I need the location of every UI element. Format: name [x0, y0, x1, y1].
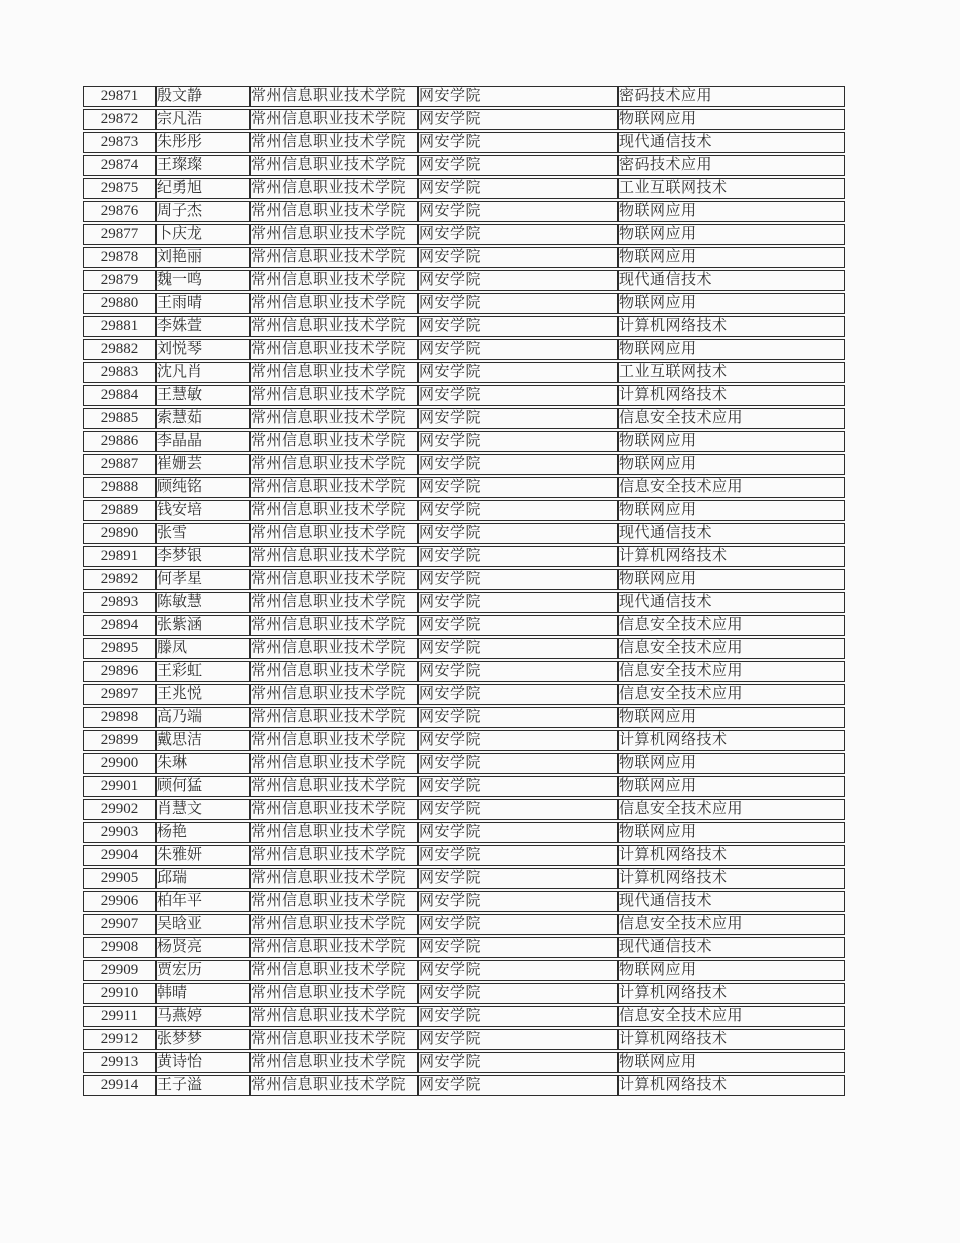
cell-major: 现代通信技术 [618, 270, 845, 291]
table-row [83, 477, 845, 498]
cell-major: 物联网应用 [618, 500, 845, 521]
cell-school: 常州信息职业技术学院 [250, 592, 418, 613]
cell-college: 网安学院 [418, 983, 618, 1004]
cell-name: 张紫涵 [156, 615, 250, 636]
cell-college: 网安学院 [418, 592, 618, 613]
cell-school: 常州信息职业技术学院 [250, 477, 418, 498]
cell-school: 常州信息职业技术学院 [250, 799, 418, 820]
cell-school: 常州信息职业技术学院 [250, 845, 418, 866]
table-row [83, 201, 845, 222]
cell-school: 常州信息职业技术学院 [250, 178, 418, 199]
cell-major: 物联网应用 [618, 201, 845, 222]
cell-major: 物联网应用 [618, 707, 845, 728]
cell-major: 密码技术应用 [618, 155, 845, 176]
cell-id: 29908 [83, 937, 156, 958]
cell-major: 信息安全技术应用 [618, 914, 845, 935]
cell-school: 常州信息职业技术学院 [250, 408, 418, 429]
table-row [83, 500, 845, 521]
cell-major: 信息安全技术应用 [618, 1006, 845, 1027]
cell-college: 网安学院 [418, 546, 618, 567]
cell-college: 网安学院 [418, 684, 618, 705]
cell-name: 朱琳 [156, 753, 250, 774]
cell-name: 柏年平 [156, 891, 250, 912]
cell-major: 物联网应用 [618, 454, 845, 475]
table-row [83, 86, 845, 107]
table-row [83, 845, 845, 866]
cell-major: 信息安全技术应用 [618, 799, 845, 820]
cell-id: 29913 [83, 1052, 156, 1073]
cell-major: 物联网应用 [618, 431, 845, 452]
cell-college: 网安学院 [418, 868, 618, 889]
cell-name: 宗凡浩 [156, 109, 250, 130]
cell-major: 现代通信技术 [618, 592, 845, 613]
cell-college: 网安学院 [418, 362, 618, 383]
cell-major: 现代通信技术 [618, 523, 845, 544]
cell-name: 王慧敏 [156, 385, 250, 406]
table-row [83, 799, 845, 820]
table-row [83, 339, 845, 360]
cell-id: 29906 [83, 891, 156, 912]
cell-major: 信息安全技术应用 [618, 615, 845, 636]
cell-major: 计算机网络技术 [618, 1075, 845, 1096]
cell-school: 常州信息职业技术学院 [250, 638, 418, 659]
cell-name: 刘艳丽 [156, 247, 250, 268]
cell-school: 常州信息职业技术学院 [250, 500, 418, 521]
cell-id: 29901 [83, 776, 156, 797]
cell-school: 常州信息职业技术学院 [250, 684, 418, 705]
cell-school: 常州信息职业技术学院 [250, 454, 418, 475]
cell-id: 29880 [83, 293, 156, 314]
cell-major: 计算机网络技术 [618, 316, 845, 337]
cell-name: 马燕婷 [156, 1006, 250, 1027]
cell-school: 常州信息职业技术学院 [250, 937, 418, 958]
cell-major: 计算机网络技术 [618, 1029, 845, 1050]
cell-major: 物联网应用 [618, 339, 845, 360]
table-row [83, 523, 845, 544]
cell-major: 信息安全技术应用 [618, 661, 845, 682]
cell-college: 网安学院 [418, 615, 618, 636]
cell-name: 顾何猛 [156, 776, 250, 797]
cell-id: 29891 [83, 546, 156, 567]
cell-name: 杨贤亮 [156, 937, 250, 958]
cell-name: 钱安培 [156, 500, 250, 521]
cell-college: 网安学院 [418, 477, 618, 498]
cell-college: 网安学院 [418, 500, 618, 521]
cell-college: 网安学院 [418, 431, 618, 452]
cell-school: 常州信息职业技术学院 [250, 868, 418, 889]
cell-school: 常州信息职业技术学院 [250, 132, 418, 153]
cell-id: 29894 [83, 615, 156, 636]
cell-id: 29871 [83, 86, 156, 107]
student-table [83, 84, 845, 1098]
table-row [83, 1006, 845, 1027]
cell-id: 29890 [83, 523, 156, 544]
cell-major: 物联网应用 [618, 776, 845, 797]
cell-major: 物联网应用 [618, 247, 845, 268]
cell-id: 29887 [83, 454, 156, 475]
cell-id: 29882 [83, 339, 156, 360]
cell-major: 信息安全技术应用 [618, 408, 845, 429]
cell-id: 29910 [83, 983, 156, 1004]
cell-major: 信息安全技术应用 [618, 684, 845, 705]
cell-school: 常州信息职业技术学院 [250, 431, 418, 452]
cell-school: 常州信息职业技术学院 [250, 523, 418, 544]
cell-name: 王子溢 [156, 1075, 250, 1096]
table-row [83, 891, 845, 912]
table-row [83, 1052, 845, 1073]
cell-name: 张梦梦 [156, 1029, 250, 1050]
table-row [83, 270, 845, 291]
table-row [83, 109, 845, 130]
cell-school: 常州信息职业技术学院 [250, 362, 418, 383]
table-row [83, 178, 845, 199]
cell-college: 网安学院 [418, 960, 618, 981]
cell-college: 网安学院 [418, 661, 618, 682]
cell-school: 常州信息职业技术学院 [250, 661, 418, 682]
table-row [83, 868, 845, 889]
cell-major: 计算机网络技术 [618, 385, 845, 406]
cell-school: 常州信息职业技术学院 [250, 1052, 418, 1073]
table-row [83, 661, 845, 682]
cell-college: 网安学院 [418, 270, 618, 291]
cell-school: 常州信息职业技术学院 [250, 247, 418, 268]
cell-college: 网安学院 [418, 523, 618, 544]
cell-id: 29896 [83, 661, 156, 682]
cell-major: 密码技术应用 [618, 86, 845, 107]
cell-school: 常州信息职业技术学院 [250, 1006, 418, 1027]
cell-id: 29900 [83, 753, 156, 774]
cell-school: 常州信息职业技术学院 [250, 891, 418, 912]
cell-college: 网安学院 [418, 937, 618, 958]
table-row [83, 155, 845, 176]
cell-college: 网安学院 [418, 178, 618, 199]
table-row [83, 1075, 845, 1096]
cell-college: 网安学院 [418, 385, 618, 406]
table-row [83, 638, 845, 659]
cell-school: 常州信息职业技术学院 [250, 569, 418, 590]
cell-id: 29873 [83, 132, 156, 153]
table-row [83, 385, 845, 406]
cell-college: 网安学院 [418, 638, 618, 659]
cell-school: 常州信息职业技术学院 [250, 86, 418, 107]
cell-school: 常州信息职业技术学院 [250, 1075, 418, 1096]
cell-name: 王雨晴 [156, 293, 250, 314]
cell-name: 肖慧文 [156, 799, 250, 820]
table-row [83, 1029, 845, 1050]
cell-college: 网安学院 [418, 776, 618, 797]
cell-college: 网安学院 [418, 799, 618, 820]
cell-college: 网安学院 [418, 891, 618, 912]
cell-id: 29879 [83, 270, 156, 291]
cell-id: 29911 [83, 1006, 156, 1027]
cell-name: 戴思洁 [156, 730, 250, 751]
cell-school: 常州信息职业技术学院 [250, 822, 418, 843]
cell-major: 计算机网络技术 [618, 868, 845, 889]
cell-name: 刘悦琴 [156, 339, 250, 360]
table-row [83, 776, 845, 797]
cell-id: 29914 [83, 1075, 156, 1096]
cell-major: 物联网应用 [618, 960, 845, 981]
cell-school: 常州信息职业技术学院 [250, 339, 418, 360]
table-row [83, 937, 845, 958]
cell-school: 常州信息职业技术学院 [250, 224, 418, 245]
cell-id: 29883 [83, 362, 156, 383]
table-row [83, 569, 845, 590]
cell-id: 29907 [83, 914, 156, 935]
cell-major: 工业互联网技术 [618, 362, 845, 383]
cell-id: 29905 [83, 868, 156, 889]
cell-major: 现代通信技术 [618, 937, 845, 958]
cell-college: 网安学院 [418, 707, 618, 728]
cell-college: 网安学院 [418, 1006, 618, 1027]
cell-college: 网安学院 [418, 753, 618, 774]
table-row [83, 592, 845, 613]
cell-name: 吴晗亚 [156, 914, 250, 935]
cell-major: 计算机网络技术 [618, 845, 845, 866]
cell-college: 网安学院 [418, 224, 618, 245]
cell-major: 计算机网络技术 [618, 730, 845, 751]
cell-name: 王彩虹 [156, 661, 250, 682]
table-row [83, 753, 845, 774]
table-row [83, 431, 845, 452]
cell-major: 物联网应用 [618, 224, 845, 245]
cell-major: 物联网应用 [618, 822, 845, 843]
cell-name: 顾纯铭 [156, 477, 250, 498]
cell-id: 29886 [83, 431, 156, 452]
cell-id: 29876 [83, 201, 156, 222]
table-row [83, 546, 845, 567]
cell-college: 网安学院 [418, 822, 618, 843]
cell-school: 常州信息职业技术学院 [250, 316, 418, 337]
cell-name: 索慧茹 [156, 408, 250, 429]
cell-school: 常州信息职业技术学院 [250, 270, 418, 291]
cell-college: 网安学院 [418, 454, 618, 475]
cell-name: 滕凤 [156, 638, 250, 659]
table-row [83, 914, 845, 935]
cell-name: 李姝萱 [156, 316, 250, 337]
cell-name: 王兆悦 [156, 684, 250, 705]
cell-school: 常州信息职业技术学院 [250, 983, 418, 1004]
cell-major: 物联网应用 [618, 569, 845, 590]
cell-name: 李梦银 [156, 546, 250, 567]
table-row [83, 983, 845, 1004]
table-row [83, 408, 845, 429]
cell-major: 物联网应用 [618, 109, 845, 130]
cell-id: 29881 [83, 316, 156, 337]
cell-id: 29885 [83, 408, 156, 429]
cell-college: 网安学院 [418, 1052, 618, 1073]
cell-school: 常州信息职业技术学院 [250, 776, 418, 797]
cell-major: 物联网应用 [618, 293, 845, 314]
table-row [83, 316, 845, 337]
cell-id: 29878 [83, 247, 156, 268]
cell-id: 29897 [83, 684, 156, 705]
cell-college: 网安学院 [418, 914, 618, 935]
cell-name: 李晶晶 [156, 431, 250, 452]
cell-name: 高乃端 [156, 707, 250, 728]
cell-id: 29877 [83, 224, 156, 245]
cell-major: 工业互联网技术 [618, 178, 845, 199]
cell-name: 魏一鸣 [156, 270, 250, 291]
cell-college: 网安学院 [418, 109, 618, 130]
table-row [83, 960, 845, 981]
cell-id: 29892 [83, 569, 156, 590]
cell-id: 29872 [83, 109, 156, 130]
table-row [83, 684, 845, 705]
cell-name: 贾宏历 [156, 960, 250, 981]
cell-id: 29898 [83, 707, 156, 728]
cell-id: 29875 [83, 178, 156, 199]
cell-school: 常州信息职业技术学院 [250, 753, 418, 774]
cell-name: 张雪 [156, 523, 250, 544]
cell-school: 常州信息职业技术学院 [250, 293, 418, 314]
cell-major: 计算机网络技术 [618, 546, 845, 567]
cell-name: 崔姗芸 [156, 454, 250, 475]
table-row [83, 707, 845, 728]
cell-college: 网安学院 [418, 1029, 618, 1050]
cell-id: 29903 [83, 822, 156, 843]
cell-school: 常州信息职业技术学院 [250, 1029, 418, 1050]
cell-name: 朱雅妍 [156, 845, 250, 866]
cell-college: 网安学院 [418, 86, 618, 107]
cell-name: 纪勇旭 [156, 178, 250, 199]
cell-college: 网安学院 [418, 1075, 618, 1096]
cell-major: 信息安全技术应用 [618, 477, 845, 498]
cell-name: 黄诗怡 [156, 1052, 250, 1073]
cell-id: 29895 [83, 638, 156, 659]
cell-school: 常州信息职业技术学院 [250, 546, 418, 567]
table-row [83, 362, 845, 383]
table-row [83, 615, 845, 636]
cell-major: 信息安全技术应用 [618, 638, 845, 659]
cell-id: 29904 [83, 845, 156, 866]
cell-school: 常州信息职业技术学院 [250, 385, 418, 406]
cell-major: 计算机网络技术 [618, 983, 845, 1004]
cell-name: 殷文静 [156, 86, 250, 107]
cell-school: 常州信息职业技术学院 [250, 730, 418, 751]
cell-school: 常州信息职业技术学院 [250, 155, 418, 176]
cell-college: 网安学院 [418, 155, 618, 176]
cell-name: 沈凡肖 [156, 362, 250, 383]
cell-major: 现代通信技术 [618, 132, 845, 153]
document-page [83, 84, 845, 1098]
cell-id: 29884 [83, 385, 156, 406]
cell-college: 网安学院 [418, 569, 618, 590]
cell-id: 29902 [83, 799, 156, 820]
cell-name: 杨艳 [156, 822, 250, 843]
cell-id: 29893 [83, 592, 156, 613]
cell-college: 网安学院 [418, 132, 618, 153]
cell-school: 常州信息职业技术学院 [250, 960, 418, 981]
cell-college: 网安学院 [418, 316, 618, 337]
cell-school: 常州信息职业技术学院 [250, 109, 418, 130]
cell-id: 29909 [83, 960, 156, 981]
cell-college: 网安学院 [418, 408, 618, 429]
cell-college: 网安学院 [418, 293, 618, 314]
cell-id: 29899 [83, 730, 156, 751]
table-row [83, 132, 845, 153]
cell-id: 29912 [83, 1029, 156, 1050]
table-row [83, 247, 845, 268]
cell-college: 网安学院 [418, 339, 618, 360]
table-row [83, 822, 845, 843]
cell-id: 29874 [83, 155, 156, 176]
cell-name: 朱彤彤 [156, 132, 250, 153]
cell-college: 网安学院 [418, 201, 618, 222]
cell-school: 常州信息职业技术学院 [250, 914, 418, 935]
cell-id: 29889 [83, 500, 156, 521]
cell-name: 韩晴 [156, 983, 250, 1004]
table-row [83, 293, 845, 314]
cell-name: 邱瑞 [156, 868, 250, 889]
cell-college: 网安学院 [418, 247, 618, 268]
table-row [83, 730, 845, 751]
cell-major: 物联网应用 [618, 753, 845, 774]
cell-name: 陈敏慧 [156, 592, 250, 613]
cell-name: 何孝星 [156, 569, 250, 590]
table-row [83, 454, 845, 475]
cell-name: 卜庆龙 [156, 224, 250, 245]
cell-major: 物联网应用 [618, 1052, 845, 1073]
cell-id: 29888 [83, 477, 156, 498]
student-table-body [83, 86, 845, 1096]
table-row [83, 224, 845, 245]
cell-school: 常州信息职业技术学院 [250, 707, 418, 728]
cell-school: 常州信息职业技术学院 [250, 615, 418, 636]
cell-major: 现代通信技术 [618, 891, 845, 912]
cell-name: 王璨璨 [156, 155, 250, 176]
cell-college: 网安学院 [418, 845, 618, 866]
cell-name: 周子杰 [156, 201, 250, 222]
cell-school: 常州信息职业技术学院 [250, 201, 418, 222]
cell-college: 网安学院 [418, 730, 618, 751]
